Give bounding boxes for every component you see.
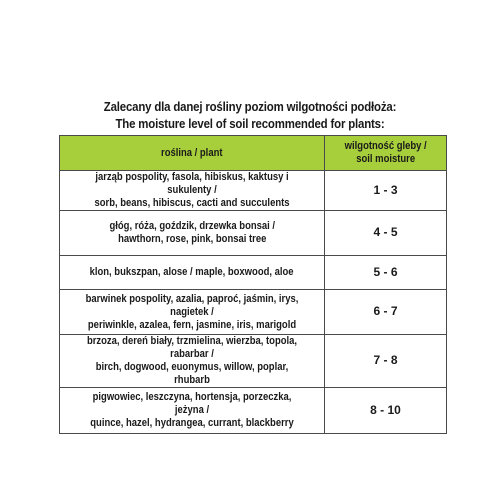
- moisture-range: 8 - 10: [370, 402, 401, 417]
- plant-header-label: roślina / plant: [161, 146, 223, 159]
- plant-cell: [60, 335, 325, 388]
- plant-cell: [60, 388, 325, 434]
- moisture-column-header: [325, 136, 447, 171]
- plant-column-header: [60, 136, 325, 171]
- table-row: [60, 290, 447, 335]
- title-polish: Zalecany dla danej rośliny poziom wilgotności podłoża:: [103, 99, 397, 114]
- table-row: [60, 256, 447, 290]
- moisture-range: 7 - 8: [373, 353, 398, 367]
- plant-names: głóg, róża, goździk, drzewka bonsai / hawthorn, rose, pink, bonsai tree: [109, 220, 275, 245]
- moisture-range: 4 - 5: [373, 225, 398, 239]
- moisture-range: 1 - 3: [373, 182, 398, 197]
- moisture-range: 6 - 7: [373, 304, 398, 318]
- table-row: [60, 388, 447, 434]
- moisture-cell: [325, 290, 447, 335]
- plant-names: barwinek pospolity, azalia, paproć, jaśmin, irys, nagietek / periwinkle, azalea, fern, jasmine, iris, marigold: [85, 292, 299, 331]
- plant-cell: [60, 171, 325, 211]
- moisture-range: 5 - 6: [373, 264, 398, 279]
- moisture-cell: [325, 171, 447, 211]
- plant-names: klon, bukszpan, alose / maple, boxwood, aloe: [90, 266, 294, 278]
- title-english: The moisture level of soil recommended for plants:: [115, 116, 385, 131]
- moisture-cell: [325, 388, 447, 434]
- moisture-cell: [325, 256, 447, 290]
- plant-names: jarząb pospolity, fasola, hibiskus, kaktusy i sukulenty / sorb, beans, hibiscus, cacti and succulents: [94, 171, 290, 209]
- plant-names: pigwowiec, leszczyna, hortensja, porzeczka, jeżyna / quince, hazel, hydrangea, currant, blackberry: [90, 391, 294, 429]
- table-row: [60, 211, 447, 256]
- table-row: [60, 335, 447, 388]
- plant-cell: [60, 256, 325, 290]
- table-header-row: [60, 136, 447, 171]
- table-row: [60, 171, 447, 211]
- moisture-cell: [325, 211, 447, 256]
- moisture-table: [59, 135, 447, 434]
- plant-cell: [60, 290, 325, 335]
- moisture-cell: [325, 335, 447, 388]
- page-title: [30, 98, 470, 132]
- plant-cell: [60, 211, 325, 256]
- moisture-header-label: wilgotność gleby / soil moisture: [344, 140, 427, 165]
- plant-names: brzoza, dereń biały, trzmielina, wierzba, topola, rabarbar / birch, dogwood, euonymus, willow, poplar, rhubarb: [86, 335, 298, 386]
